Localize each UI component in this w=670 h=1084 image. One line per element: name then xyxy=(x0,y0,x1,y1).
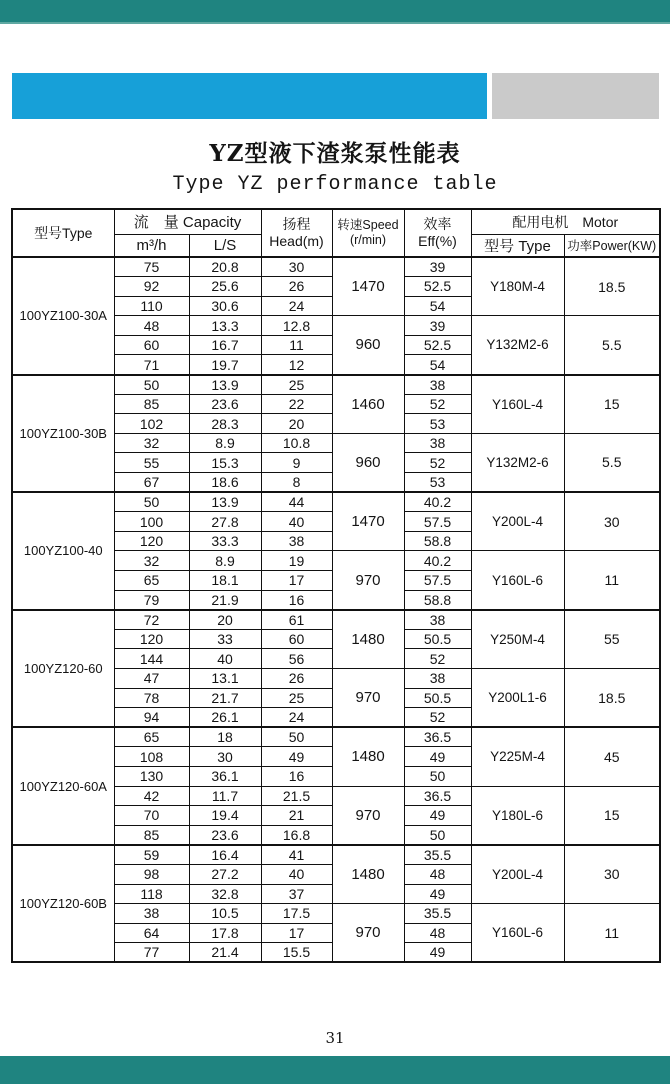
capacity-ls-cell: 26.1 xyxy=(189,708,261,728)
capacity-m3h-cell: 60 xyxy=(114,335,189,355)
head-cell: 24 xyxy=(261,296,332,316)
table-body xyxy=(12,257,660,962)
power-cell: 11 xyxy=(564,551,660,610)
capacity-m3h-cell: 32 xyxy=(114,551,189,571)
capacity-ls-cell: 23.6 xyxy=(189,394,261,414)
table-header xyxy=(12,209,660,257)
table-row xyxy=(12,375,660,395)
col-header-model: 型号Type xyxy=(12,209,114,257)
eff-cell: 52 xyxy=(404,708,471,728)
eff-cell: 40.2 xyxy=(404,492,471,512)
power-cell: 5.5 xyxy=(564,316,660,375)
head-cell: 20 xyxy=(261,414,332,434)
col-header-eff xyxy=(404,209,471,257)
eff-cell: 49 xyxy=(404,943,471,963)
eff-cell: 48 xyxy=(404,864,471,884)
model-cell: 100YZ100-40 xyxy=(12,492,114,610)
capacity-m3h-cell: 50 xyxy=(114,375,189,395)
motor-type-cell: Y160L-6 xyxy=(471,551,564,610)
model-cell: 100YZ120-60A xyxy=(12,727,114,845)
motor-type-cell: Y132M2-6 xyxy=(471,316,564,375)
head-cell: 40 xyxy=(261,512,332,532)
banner-cyan-bar xyxy=(12,73,487,119)
capacity-m3h-cell: 85 xyxy=(114,825,189,845)
capacity-m3h-cell: 59 xyxy=(114,845,189,865)
capacity-ls-cell: 19.7 xyxy=(189,355,261,375)
motor-type-cell: Y200L-4 xyxy=(471,492,564,551)
capacity-m3h-cell: 85 xyxy=(114,394,189,414)
capacity-m3h-cell: 75 xyxy=(114,257,189,277)
power-cell: 45 xyxy=(564,727,660,786)
col-header-motor: 配用电机 Motor xyxy=(471,209,660,234)
power-cell: 55 xyxy=(564,610,660,669)
eff-cell: 50.5 xyxy=(404,629,471,649)
model-cell: 100YZ100-30A xyxy=(12,257,114,375)
top-teal-band xyxy=(0,0,670,24)
col-header-motor-power: 功率Power(KW) xyxy=(564,234,660,257)
capacity-m3h-cell: 64 xyxy=(114,923,189,943)
table-row xyxy=(12,492,660,512)
capacity-ls-cell: 27.2 xyxy=(189,864,261,884)
eff-cell: 39 xyxy=(404,316,471,336)
eff-cell: 49 xyxy=(404,747,471,767)
motor-type-cell: Y160L-6 xyxy=(471,904,564,963)
speed-cell: 960 xyxy=(332,316,404,375)
capacity-m3h-cell: 120 xyxy=(114,629,189,649)
capacity-m3h-cell: 108 xyxy=(114,747,189,767)
eff-cell: 50 xyxy=(404,825,471,845)
motor-type-cell: Y160L-4 xyxy=(471,375,564,434)
capacity-ls-cell: 13.3 xyxy=(189,316,261,336)
capacity-m3h-cell: 144 xyxy=(114,649,189,669)
head-cell: 10.8 xyxy=(261,433,332,453)
power-cell: 15 xyxy=(564,786,660,845)
capacity-m3h-cell: 110 xyxy=(114,296,189,316)
capacity-ls-cell: 23.6 xyxy=(189,825,261,845)
speed-cell: 1480 xyxy=(332,727,404,786)
decorative-banner xyxy=(12,73,670,119)
head-cell: 16 xyxy=(261,766,332,786)
performance-table xyxy=(11,208,661,963)
eff-cell: 52.5 xyxy=(404,335,471,355)
col-header-speed-zh: 转速Speed xyxy=(337,218,399,232)
table-row xyxy=(12,845,660,865)
capacity-ls-cell: 16.7 xyxy=(189,335,261,355)
capacity-m3h-cell: 79 xyxy=(114,590,189,610)
power-cell: 30 xyxy=(564,845,660,904)
capacity-ls-cell: 21.7 xyxy=(189,688,261,708)
head-cell: 49 xyxy=(261,747,332,767)
capacity-ls-cell: 33 xyxy=(189,629,261,649)
capacity-m3h-cell: 70 xyxy=(114,806,189,826)
capacity-m3h-cell: 100 xyxy=(114,512,189,532)
motor-type-cell: Y200L-4 xyxy=(471,845,564,904)
eff-cell: 38 xyxy=(404,610,471,630)
eff-cell: 36.5 xyxy=(404,786,471,806)
capacity-ls-cell: 30 xyxy=(189,747,261,767)
eff-cell: 52 xyxy=(404,453,471,473)
capacity-ls-cell: 10.5 xyxy=(189,904,261,924)
eff-cell: 38 xyxy=(404,375,471,395)
capacity-m3h-cell: 130 xyxy=(114,766,189,786)
table-row xyxy=(12,257,660,277)
capacity-ls-cell: 8.9 xyxy=(189,551,261,571)
capacity-m3h-cell: 118 xyxy=(114,884,189,904)
head-cell: 44 xyxy=(261,492,332,512)
eff-cell: 53 xyxy=(404,414,471,434)
table-row xyxy=(12,610,660,630)
capacity-ls-cell: 32.8 xyxy=(189,884,261,904)
speed-cell: 1470 xyxy=(332,492,404,551)
capacity-m3h-cell: 102 xyxy=(114,414,189,434)
eff-cell: 36.5 xyxy=(404,727,471,747)
head-cell: 16.8 xyxy=(261,825,332,845)
eff-cell: 38 xyxy=(404,668,471,688)
capacity-ls-cell: 33.3 xyxy=(189,531,261,551)
eff-cell: 57.5 xyxy=(404,512,471,532)
capacity-ls-cell: 21.4 xyxy=(189,943,261,963)
capacity-ls-cell: 36.1 xyxy=(189,766,261,786)
head-cell: 25 xyxy=(261,375,332,395)
head-cell: 41 xyxy=(261,845,332,865)
speed-cell: 1480 xyxy=(332,610,404,669)
eff-cell: 48 xyxy=(404,923,471,943)
capacity-ls-cell: 11.7 xyxy=(189,786,261,806)
col-header-head-en: Head(m) xyxy=(269,233,324,249)
head-cell: 50 xyxy=(261,727,332,747)
head-cell: 61 xyxy=(261,610,332,630)
capacity-ls-cell: 16.4 xyxy=(189,845,261,865)
capacity-ls-cell: 18.1 xyxy=(189,571,261,591)
capacity-ls-cell: 13.9 xyxy=(189,375,261,395)
model-cell: 100YZ120-60B xyxy=(12,845,114,963)
capacity-m3h-cell: 98 xyxy=(114,864,189,884)
head-cell: 60 xyxy=(261,629,332,649)
power-cell: 5.5 xyxy=(564,433,660,492)
eff-cell: 35.5 xyxy=(404,904,471,924)
capacity-ls-cell: 13.1 xyxy=(189,668,261,688)
col-header-capacity-ls: L/S xyxy=(189,234,261,257)
speed-cell: 1460 xyxy=(332,375,404,434)
page-number: 31 xyxy=(325,1029,345,1047)
capacity-m3h-cell: 77 xyxy=(114,943,189,963)
page-title-en: Type YZ performance table xyxy=(172,173,498,196)
capacity-m3h-cell: 47 xyxy=(114,668,189,688)
capacity-m3h-cell: 94 xyxy=(114,708,189,728)
head-cell: 40 xyxy=(261,864,332,884)
eff-cell: 49 xyxy=(404,806,471,826)
col-header-speed-en: (r/min) xyxy=(349,233,387,247)
head-cell: 21.5 xyxy=(261,786,332,806)
motor-type-cell: Y132M2-6 xyxy=(471,433,564,492)
power-cell: 30 xyxy=(564,492,660,551)
eff-cell: 58.8 xyxy=(404,590,471,610)
motor-type-cell: Y180M-4 xyxy=(471,257,564,316)
capacity-m3h-cell: 65 xyxy=(114,727,189,747)
capacity-m3h-cell: 32 xyxy=(114,433,189,453)
model-cell: 100YZ100-30B xyxy=(12,375,114,493)
power-cell: 11 xyxy=(564,904,660,963)
eff-cell: 53 xyxy=(404,473,471,493)
col-header-capacity: 流 量 Capacity xyxy=(114,209,261,234)
capacity-ls-cell: 27.8 xyxy=(189,512,261,532)
eff-cell: 40.2 xyxy=(404,551,471,571)
col-header-eff-en: Eff(%) xyxy=(418,233,457,249)
table-row xyxy=(12,727,660,747)
head-cell: 17 xyxy=(261,923,332,943)
capacity-m3h-cell: 67 xyxy=(114,473,189,493)
col-header-speed xyxy=(332,209,404,257)
speed-cell: 1470 xyxy=(332,257,404,316)
capacity-ls-cell: 20.8 xyxy=(189,257,261,277)
eff-cell: 39 xyxy=(404,257,471,277)
head-cell: 21 xyxy=(261,806,332,826)
capacity-ls-cell: 18.6 xyxy=(189,473,261,493)
capacity-m3h-cell: 48 xyxy=(114,316,189,336)
speed-cell: 1480 xyxy=(332,845,404,904)
head-cell: 19 xyxy=(261,551,332,571)
motor-type-cell: Y200L1-6 xyxy=(471,668,564,727)
speed-cell: 970 xyxy=(332,668,404,727)
col-header-capacity-m3h: m³/h xyxy=(114,234,189,257)
head-cell: 37 xyxy=(261,884,332,904)
eff-cell: 52.5 xyxy=(404,277,471,297)
bottom-teal-band xyxy=(0,1056,670,1084)
power-cell: 18.5 xyxy=(564,668,660,727)
eff-cell: 35.5 xyxy=(404,845,471,865)
banner-gray-bar xyxy=(492,73,659,119)
head-cell: 17 xyxy=(261,571,332,591)
eff-cell: 50 xyxy=(404,766,471,786)
eff-cell: 54 xyxy=(404,296,471,316)
motor-type-cell: Y225M-4 xyxy=(471,727,564,786)
col-header-head-zh: 扬程 xyxy=(282,216,311,232)
capacity-ls-cell: 15.3 xyxy=(189,453,261,473)
head-cell: 30 xyxy=(261,257,332,277)
power-cell: 18.5 xyxy=(564,257,660,316)
head-cell: 25 xyxy=(261,688,332,708)
head-cell: 26 xyxy=(261,668,332,688)
head-cell: 12 xyxy=(261,355,332,375)
head-cell: 38 xyxy=(261,531,332,551)
head-cell: 15.5 xyxy=(261,943,332,963)
capacity-m3h-cell: 42 xyxy=(114,786,189,806)
head-cell: 24 xyxy=(261,708,332,728)
head-cell: 26 xyxy=(261,277,332,297)
capacity-m3h-cell: 55 xyxy=(114,453,189,473)
capacity-m3h-cell: 120 xyxy=(114,531,189,551)
capacity-ls-cell: 40 xyxy=(189,649,261,669)
motor-type-cell: Y180L-6 xyxy=(471,786,564,845)
speed-cell: 970 xyxy=(332,551,404,610)
col-header-eff-zh: 效率 xyxy=(423,216,452,232)
head-cell: 17.5 xyxy=(261,904,332,924)
capacity-ls-cell: 13.9 xyxy=(189,492,261,512)
capacity-ls-cell: 17.8 xyxy=(189,923,261,943)
capacity-m3h-cell: 78 xyxy=(114,688,189,708)
col-header-head xyxy=(261,209,332,257)
speed-cell: 960 xyxy=(332,433,404,492)
capacity-ls-cell: 20 xyxy=(189,610,261,630)
eff-cell: 38 xyxy=(404,433,471,453)
motor-type-cell: Y250M-4 xyxy=(471,610,564,669)
capacity-m3h-cell: 92 xyxy=(114,277,189,297)
head-cell: 9 xyxy=(261,453,332,473)
eff-cell: 50.5 xyxy=(404,688,471,708)
capacity-ls-cell: 28.3 xyxy=(189,414,261,434)
eff-cell: 54 xyxy=(404,355,471,375)
model-cell: 100YZ120-60 xyxy=(12,610,114,728)
capacity-ls-cell: 25.6 xyxy=(189,277,261,297)
speed-cell: 970 xyxy=(332,786,404,845)
speed-cell: 970 xyxy=(332,904,404,963)
head-cell: 22 xyxy=(261,394,332,414)
head-cell: 11 xyxy=(261,335,332,355)
capacity-m3h-cell: 65 xyxy=(114,571,189,591)
eff-cell: 49 xyxy=(404,884,471,904)
power-cell: 15 xyxy=(564,375,660,434)
eff-cell: 52 xyxy=(404,649,471,669)
capacity-ls-cell: 30.6 xyxy=(189,296,261,316)
capacity-ls-cell: 8.9 xyxy=(189,433,261,453)
head-cell: 56 xyxy=(261,649,332,669)
capacity-m3h-cell: 38 xyxy=(114,904,189,924)
head-cell: 8 xyxy=(261,473,332,493)
eff-cell: 57.5 xyxy=(404,571,471,591)
col-header-motor-type: 型号 Type xyxy=(471,234,564,257)
capacity-ls-cell: 19.4 xyxy=(189,806,261,826)
eff-cell: 58.8 xyxy=(404,531,471,551)
capacity-m3h-cell: 50 xyxy=(114,492,189,512)
capacity-m3h-cell: 71 xyxy=(114,355,189,375)
capacity-ls-cell: 21.9 xyxy=(189,590,261,610)
eff-cell: 52 xyxy=(404,394,471,414)
capacity-m3h-cell: 72 xyxy=(114,610,189,630)
capacity-ls-cell: 18 xyxy=(189,727,261,747)
head-cell: 16 xyxy=(261,590,332,610)
page-title-zh: YZ型液下渣浆泵性能表 xyxy=(209,140,461,167)
head-cell: 12.8 xyxy=(261,316,332,336)
